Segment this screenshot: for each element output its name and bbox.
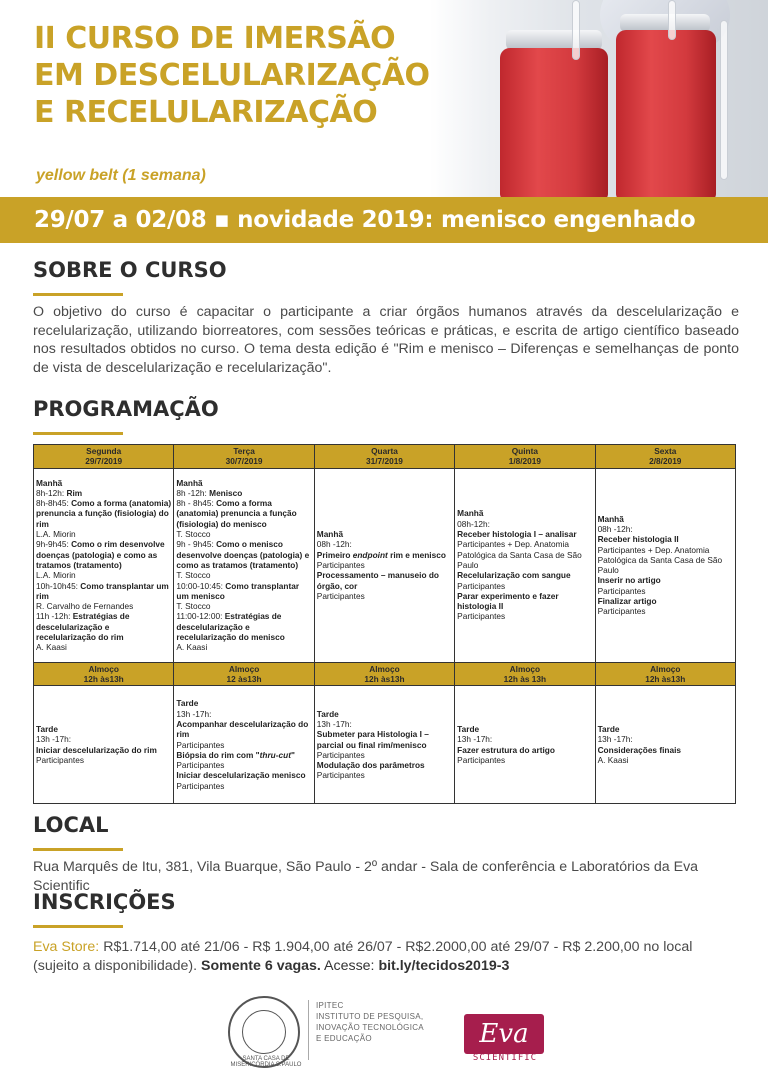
day-date: 31/7/2019 xyxy=(366,456,403,467)
schedule-activity-italic: thru-cut xyxy=(259,749,291,760)
schedule-line xyxy=(317,560,452,570)
schedule-line xyxy=(36,601,171,611)
lunch-label: Almoço xyxy=(650,663,681,674)
day-header-cell xyxy=(174,445,314,469)
schedule-text: L.A. Miorin xyxy=(36,570,76,581)
schedule-activity: Como o menisco desenvolve doenças (patologia) e como as tratamos (tratamento) xyxy=(176,539,310,570)
afternoon-cell xyxy=(174,686,314,804)
schedule-activity: " xyxy=(290,749,295,760)
date-band: 29/07 a 02/08 ▪ novidade 2019: menisco engenhado xyxy=(0,197,768,243)
section-heading-local: LOCAL xyxy=(33,813,109,837)
schedule-line xyxy=(317,591,452,601)
afternoon-cell xyxy=(314,686,454,804)
schedule-text: Participantes xyxy=(316,770,365,781)
day-header-cell xyxy=(314,445,454,469)
schedule-line xyxy=(457,591,592,612)
schedule-line xyxy=(176,642,311,652)
schedule-text: Manhã xyxy=(36,477,63,488)
section-rule xyxy=(33,432,123,435)
section-rule xyxy=(33,848,123,851)
schedule-line xyxy=(317,729,452,750)
schedule-line xyxy=(598,745,733,755)
schedule-activity: Receber histologia I – analisar xyxy=(457,529,577,540)
schedule-text: Participantes xyxy=(176,780,225,791)
schedule-activity: rim e menisco xyxy=(387,549,446,560)
ipitec-line: INSTITUTO DE PESQUISA, xyxy=(316,1012,424,1021)
seal-text: SANTA CASA DE MISERICÓRDIA S.PAULO xyxy=(230,1056,302,1068)
schedule-line xyxy=(598,514,733,524)
schedule-activity: Submeter para Histologia I – parcial ou final rim/menisco xyxy=(316,729,429,750)
vagas-note: Somente 6 vagas. xyxy=(201,957,321,974)
schedule-text: Participantes xyxy=(36,754,84,765)
schedule-activity: Primeiro xyxy=(316,549,353,560)
tube-shape xyxy=(668,0,676,40)
schedule-activity: Receber histologia II xyxy=(597,534,679,545)
hero-header xyxy=(0,0,768,200)
schedule-line xyxy=(36,488,171,498)
schedule-line xyxy=(457,581,592,591)
schedule-line xyxy=(598,545,733,576)
schedule-text: Manhã xyxy=(597,513,624,524)
schedule-activity: Acompanhar descelularização do rim xyxy=(176,718,309,740)
schedule-line xyxy=(176,770,311,780)
schedule-text: 13h -17h: xyxy=(597,734,633,745)
day-name: Segunda xyxy=(86,446,122,456)
title-line: E RECELULARIZAÇÃO xyxy=(34,95,378,130)
lunch-time: 12h às 13h xyxy=(503,673,547,684)
schedule-text: Participantes + Dep. Anatomia Patológica da Santa Casa de São Paulo xyxy=(457,539,582,570)
schedule-line xyxy=(457,611,592,621)
schedule-activity: Inserir no artigo xyxy=(597,575,661,586)
santa-casa-seal xyxy=(228,996,300,1068)
schedule-line xyxy=(317,539,452,549)
schedule-line xyxy=(317,770,452,780)
schedule-text: Participantes xyxy=(457,754,506,765)
schedule-text: Manhã xyxy=(457,508,484,519)
schedule-line xyxy=(176,581,311,602)
day-header-cell xyxy=(34,445,174,469)
course-title xyxy=(34,20,454,131)
schedule-line xyxy=(457,508,592,518)
schedule-line xyxy=(176,570,311,580)
day-name: Terça xyxy=(233,446,255,456)
schedule-line xyxy=(36,498,171,529)
section-heading-programacao: PROGRAMAÇÃO xyxy=(33,397,219,421)
section-heading-inscricoes: INSCRIÇÕES xyxy=(33,890,176,914)
schedule-text: Manhã xyxy=(316,529,344,540)
schedule-activity: Biópsia do rim com " xyxy=(176,749,260,760)
lunch-label: Almoço xyxy=(509,663,541,674)
day-name: Quarta xyxy=(371,446,398,456)
schedule-text: 8h - 8h45: xyxy=(176,498,217,509)
schedule-text: Participantes xyxy=(597,606,646,617)
lunch-label: Almoço xyxy=(88,663,119,674)
schedule-text: 13h -17h: xyxy=(457,734,493,745)
schedule-line xyxy=(36,745,171,755)
schedule-line xyxy=(317,529,452,539)
schedule-text: 9h-9h45: xyxy=(36,539,72,550)
schedule-text: Participantes xyxy=(457,580,506,591)
schedule-text: 13h -17h: xyxy=(316,718,352,729)
schedule-text: 11:00-12:00: xyxy=(176,611,225,622)
schedule-text: T. Stocco xyxy=(176,601,211,612)
jar-lid xyxy=(506,30,602,50)
lunch-cell xyxy=(595,662,735,686)
schedule-line xyxy=(176,498,311,529)
schedule-line xyxy=(36,642,171,652)
schedule-activity: Menisco xyxy=(209,487,243,498)
bioreactor-jar xyxy=(500,48,608,200)
seal-inner-ring xyxy=(242,1010,286,1054)
schedule-activity-italic: endpoint xyxy=(352,549,388,560)
schedule-text: 10h-10h45: xyxy=(36,580,81,591)
schedule-text: Tarde xyxy=(36,724,58,735)
schedule-line xyxy=(457,539,592,570)
schedule-text: 08h-12h: xyxy=(457,518,490,529)
day-header-cell xyxy=(595,445,735,469)
schedule-line xyxy=(36,539,171,570)
schedule-line xyxy=(457,529,592,539)
schedule-line xyxy=(36,570,171,580)
schedule-line xyxy=(176,709,311,719)
schedule-line xyxy=(598,755,733,765)
schedule-text: Manhã xyxy=(176,477,203,488)
schedule-activity: Recelularização com sangue xyxy=(457,570,571,581)
day-date: 29/7/2019 xyxy=(85,456,123,467)
schedule-activity: Fazer estrutura do artigo xyxy=(457,744,555,755)
schedule-line xyxy=(598,734,733,744)
schedule-line xyxy=(317,760,452,770)
morning-cell xyxy=(314,468,454,662)
schedule-line xyxy=(176,719,311,740)
afternoon-cell xyxy=(34,686,174,804)
schedule-line xyxy=(176,740,311,750)
schedule-line xyxy=(176,760,311,770)
day-name: Quinta xyxy=(511,446,538,456)
schedule-text: 10:00-10:45: xyxy=(176,580,226,591)
schedule-text: 13h -17h: xyxy=(176,708,212,719)
schedule-activity: Estratégias de descelularização e recelularização do rim xyxy=(36,611,130,643)
schedule-text: Tarde xyxy=(597,724,620,735)
schedule-line xyxy=(457,570,592,580)
eva-store-label: Eva Store: xyxy=(33,939,100,955)
schedule-line xyxy=(176,750,311,760)
schedule-line xyxy=(457,724,592,734)
tube-shape xyxy=(720,20,728,180)
schedule-text: A. Kaasi xyxy=(176,642,208,653)
schedule-line xyxy=(598,575,733,585)
schedule-line xyxy=(457,745,592,755)
lunch-time: 12h às13h xyxy=(645,673,686,684)
morning-cell xyxy=(174,468,314,662)
schedule-text: 9h - 9h45: xyxy=(176,539,217,550)
day-date: 2/8/2019 xyxy=(649,456,682,467)
schedule-line xyxy=(598,534,733,544)
schedule-activity: Iniciar descelularização do rim xyxy=(36,744,157,755)
registration-text xyxy=(33,938,739,975)
schedule-text: L.A. Miorin xyxy=(36,529,76,540)
lunch-time: 12h às13h xyxy=(83,673,124,684)
schedule-activity: Finalizar artigo xyxy=(597,595,657,606)
schedule-text: 8h-8h45: xyxy=(36,498,72,509)
schedule-line xyxy=(176,478,311,488)
schedule-activity: Processamento – manuseio do órgão, cor xyxy=(316,570,439,591)
schedule-text: T. Stocco xyxy=(176,529,211,540)
eva-logo: Eva xyxy=(464,1014,544,1054)
schedule-line xyxy=(598,596,733,606)
ipitec-line: INOVAÇÃO TECNOLÓGICA xyxy=(316,1023,424,1032)
schedule-line xyxy=(176,611,311,642)
schedule-line xyxy=(176,601,311,611)
schedule-activity: Estratégias de descelularização e recelularização do menisco xyxy=(176,611,285,643)
schedule-activity: Parar experimento e fazer histologia II xyxy=(457,590,559,612)
morning-cell xyxy=(455,468,595,662)
lab-photo xyxy=(430,0,768,200)
schedule-activity: Como o rim desenvolve doenças (patologia) e como as tratamos (tratamento) xyxy=(36,539,165,570)
morning-cell xyxy=(34,468,174,662)
schedule-text: Participantes xyxy=(316,749,365,760)
schedule-text: Participantes xyxy=(597,585,646,596)
schedule-line xyxy=(598,586,733,596)
schedule-line xyxy=(317,750,452,760)
schedule-text: Tarde xyxy=(176,698,199,709)
schedule-line xyxy=(317,709,452,719)
schedule-text: Tarde xyxy=(316,708,339,719)
schedule-text: Participantes xyxy=(176,760,225,771)
schedule-line xyxy=(457,734,592,744)
lunch-cell xyxy=(34,662,174,686)
eva-scientific-label: SCIENTIFIC xyxy=(472,1053,538,1063)
schedule-line xyxy=(317,550,452,560)
day-name: Sexta xyxy=(654,446,677,456)
schedule-activity: Considerações finais xyxy=(597,744,682,755)
lunch-label: Almoço xyxy=(228,663,260,674)
acesse-label: Acesse: xyxy=(320,957,379,974)
schedule-line xyxy=(36,581,171,602)
schedule-text: A. Kaasi xyxy=(597,754,629,765)
day-date: 1/8/2019 xyxy=(508,456,542,467)
schedule-line xyxy=(36,611,171,642)
schedule-morning-row xyxy=(34,468,736,662)
schedule-activity: Como transplantar um rim xyxy=(36,580,169,601)
schedule-line xyxy=(36,529,171,539)
ipitec-line: IPITEC xyxy=(316,1001,344,1010)
footer-divider xyxy=(308,1000,309,1060)
schedule-table xyxy=(33,444,736,804)
schedule-line xyxy=(176,529,311,539)
schedule-text: Participantes xyxy=(457,611,506,622)
morning-cell xyxy=(595,468,735,662)
schedule-lunch-row xyxy=(34,662,736,686)
schedule-line xyxy=(317,719,452,729)
schedule-line xyxy=(598,606,733,616)
title-line: EM DESCELULARIZAÇÃO xyxy=(34,58,430,93)
price-list: R$1.714,00 até 21/06 - R$ 1.904,00 até 26/07 - R$2.2000,00 até 29/07 - R$ 2.200,00 no local (sujeito a disponibilidade). xyxy=(33,939,693,974)
schedule-line xyxy=(36,478,171,488)
schedule-line xyxy=(176,781,311,791)
schedule-activity: Como a forma (anatomia) prenuncia a função (fisiologia) do menisco xyxy=(176,498,297,529)
afternoon-cell xyxy=(595,686,735,804)
schedule-text: 08h -12h: xyxy=(316,539,352,550)
schedule-text: Participantes + Dep. Anatomia Patológica da Santa Casa de São Paulo xyxy=(597,544,723,576)
schedule-activity: Como a forma (anatomia) prenuncia a função (fisiologia) do rim xyxy=(36,498,172,529)
section-rule xyxy=(33,293,123,296)
about-text: O objetivo do curso é capacitar o participante a criar órgãos humanos através da descelularização e recelularização, utilizando biorreatores, com sessões teóricas e práticas, e escrita de artigo científico baseado nos resultados obtidos no curso. O tema desta edição é "Rim e menisco – Diferenças e semelhanças de ponto de vista de descelularização e recelularização". xyxy=(33,304,739,376)
schedule-text: Participantes xyxy=(176,739,225,750)
schedule-text: 08h -12h: xyxy=(597,523,633,534)
lunch-cell xyxy=(314,662,454,686)
schedule-line xyxy=(457,519,592,529)
title-line: II CURSO DE IMERSÃO xyxy=(34,21,396,56)
schedule-line xyxy=(36,724,171,734)
schedule-text: 13h -17h: xyxy=(36,734,72,745)
schedule-line xyxy=(36,734,171,744)
day-header-cell xyxy=(455,445,595,469)
schedule-text: Participantes xyxy=(316,590,365,601)
tube-shape xyxy=(572,0,580,60)
lunch-cell xyxy=(174,662,314,686)
bioreactor-jar xyxy=(616,30,716,200)
schedule-line xyxy=(176,488,311,498)
section-rule xyxy=(33,925,123,928)
schedule-activity: Modulação dos parâmetros xyxy=(316,760,425,771)
schedule-line xyxy=(598,524,733,534)
schedule-line xyxy=(317,570,452,591)
lunch-time: 12h às13h xyxy=(364,673,405,684)
schedule-activity: Rim xyxy=(66,487,83,498)
local-address: Rua Marquês de Itu, 381, Vila Buarque, São Paulo - 2º andar - Sala de conferência e Laboratórios da Eva Scientific xyxy=(33,859,699,894)
schedule-header-row xyxy=(34,445,736,469)
course-subtitle: yellow belt (1 semana) xyxy=(36,167,206,184)
schedule-line xyxy=(36,755,171,765)
lunch-label: Almoço xyxy=(369,663,400,674)
schedule-text: Tarde xyxy=(457,724,480,735)
schedule-text: 11h -12h: xyxy=(36,611,73,622)
schedule-line xyxy=(598,724,733,734)
lunch-cell xyxy=(455,662,595,686)
schedule-line xyxy=(176,698,311,708)
schedule-text: Participantes xyxy=(316,559,365,570)
ipitec-logo-text xyxy=(316,1000,424,1044)
schedule-activity: Como transplantar um menisco xyxy=(176,580,300,601)
section-heading-sobre: SOBRE O CURSO xyxy=(33,258,227,282)
afternoon-cell xyxy=(455,686,595,804)
schedule-afternoon-row xyxy=(34,686,736,804)
schedule-line xyxy=(457,755,592,765)
schedule-text: T. Stocco xyxy=(176,570,211,581)
schedule-activity: Iniciar descelularização menisco xyxy=(176,770,306,781)
day-date: 30/7/2019 xyxy=(225,456,263,467)
lunch-time: 12 às13h xyxy=(226,673,262,684)
schedule-text: 8h-12h: xyxy=(36,487,67,498)
schedule-text: R. Carvalho de Fernandes xyxy=(36,601,134,612)
registration-link[interactable]: bit.ly/tecidos2019-3 xyxy=(378,957,510,974)
ipitec-line: E EDUCAÇÃO xyxy=(316,1034,372,1043)
schedule-line xyxy=(176,539,311,570)
schedule-text: 8h -12h: xyxy=(176,487,210,498)
schedule-text: A. Kaasi xyxy=(36,642,67,653)
